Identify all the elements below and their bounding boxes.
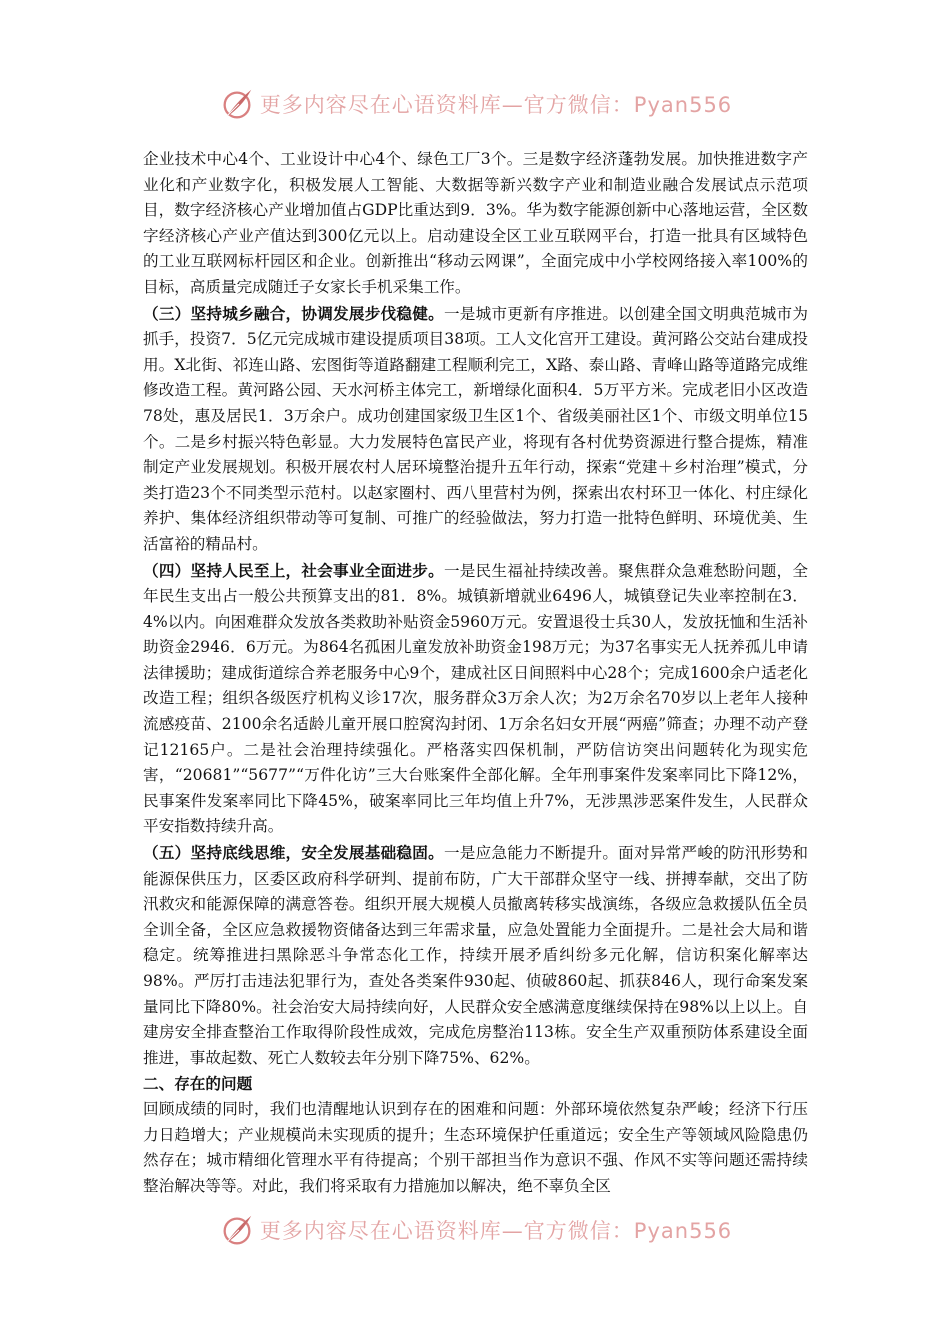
paragraph-people-first: （四）坚持人民至上，社会事业全面进步。一是民生福祉持续改善。聚焦群众急难愁盼问题，全年民生支出占一般公共预算支出的81．8%。城镇新增就业6496人，城镇登记失业率控制在3．4%以内。向困难群众发放各类救助补贴资金5960万元。安置退役士兵30人，发放抚恤和生活补助资金2946．6万元。为864名孤困儿童发放补助资金198万元；为37名事实无人抚养孤儿申请法律援助；建成街道综合养老服务中心9个，建成社区日间照料中心28个；完成1600余户适老化改造工程；组织各级医疗机构义诊17次，服务群众3万余人次；为2万余名70岁以上老年人接种流感疫苗、2100余名适龄儿童开展口腔窝沟封闭、1万余名妇女开展“两癌”筛查；办理不动产登记12165户。二是社会治理持续强化。严格落实四保机制，严防信访突出问题转化为现实危害，“20681”“5677”“万件化访”三大台账案件全部化解。全年刑事案件发案率同比下降12%，民事案件发案率同比下降45%，破案率同比三年均值上升7%，无涉黑涉恶案件发生，人民群众平安指数持续升高。: [143, 560, 808, 836]
paragraph-heading: （五）坚持底线思维，安全发展基础稳固。: [143, 843, 444, 863]
paragraph-digital-economy: 企业技术中心4个、工业设计中心4个、绿色工厂3个。三是数字经济蓬勃发展。加快推进数字产业化和产业数字化，积极发展人工智能、大数据等新兴数字产业和制造业融合发展试点示范项目，数字经济核心产业增加值占GDP比重达到9．3%。华为数字能源创新中心落地运营，全区数字经济核心产业产值达到300亿元以上。启动建设全区工业互联网平台，打造一批具有区域特色的工业互联网标杆园区和企业。创新推出“移动云网课”，全面完成中小学校网络接入率100%的目标，高质量完成随迁子女家长手机采集工作。: [143, 150, 808, 296]
paragraph-urban-rural: （三）坚持城乡融合，协调发展步伐稳健。一是城市更新有序推进。以创建全国文明典范城市为抓手，投资7．5亿元完成城市建设提质项目38项。工人文化宫开工建设。黄河路公交站台建成投用。X北街、祁连山路、宏图街等道路翻建工程顺利完工，X路、泰山路、青峰山路等道路完成维修改造工程。黄河路公园、天水河桥主体完工，新增绿化面积4．5万平方米。完成老旧小区改造78处，惠及居民1．3万余户。成功创建国家级卫生区1个、省级美丽社区1个、市级文明单位15个。二是乡村振兴特色彰显。大力发展特色富民产业，将现有各村优势资源进行整合提炼，精准制定产业发展规划。积极开展农村人居环境整治提升五年行动，探索“党建＋乡村治理”模式，分类打造23个不同类型示范村。以赵家圈村、西八里营村为例，探索出农村环卫一体化、村庄绿化养护、集体经济组织带动等可复制、可推广的经验做法，努力打造一批特色鲜明、环境优美、生活富裕的精品村。: [143, 303, 808, 553]
footer-banner: [0, 1208, 950, 1252]
banner-text: 更多内容尽在心语资料库—官方微信：Pyan556: [259, 1219, 733, 1243]
document-body: [143, 146, 808, 1199]
feather-quill-logo-icon: [218, 85, 256, 123]
paragraph-heading: （四）坚持人民至上，社会事业全面进步。: [143, 560, 444, 580]
section-heading: 二、存在的问题: [143, 1074, 253, 1094]
feather-quill-logo-icon: [218, 1211, 256, 1249]
paragraph-safety: （五）坚持底线思维，安全发展基础稳固。一是应急能力不断提升。面对异常严峻的防汛形势和能源保供压力，区委区政府科学研判、提前布防，广大干部群众坚守一线、拼搏奉献，交出了防汛救灾和能源保障的满意答卷。组织开展大规模人员撤离转移实战演练，各级应急救援队伍全员全训全备，全区应急救援物资储备达到三年需求量，应急处置能力全面提升。二是社会大局和谐稳定。统筹推进扫黑除恶斗争常态化工作，持续开展矛盾纠纷多元化解，信访积案化解率达98%。严厉打击违法犯罪行为，查处各类案件930起、侦破860起、抓获846人，现行命案发案量同比下降80%。社会治安大局持续向好，人民群众安全感满意度继续保持在98%以上以上。自建房安全排查整治工作取得阶段性成效，完成危房整治113栋。安全生产双重预防体系建设全面推进，事故起数、死亡人数较去年分别下降75%、62%。: [143, 843, 808, 1067]
banner-text: 更多内容尽在心语资料库—官方微信：Pyan556: [259, 93, 733, 117]
header-banner: [0, 82, 950, 126]
paragraph-heading: （三）坚持城乡融合，协调发展步伐稳健。: [143, 303, 444, 323]
paragraph-problems: 回顾成绩的同时，我们也清醒地认识到存在的困难和问题：外部环境依然复杂严峻；经济下行压力日趋增大；产业规模尚未实现质的提升；生态环境保护任重道远；安全生产等领域风险隐患仍然存在；城市精细化管理水平有待提高；个别干部担当作为意识不强、作风不实等问题还需持续整治解决等等。对此，我们将采取有力措施加以解决，绝不辜负全区: [143, 1099, 808, 1195]
